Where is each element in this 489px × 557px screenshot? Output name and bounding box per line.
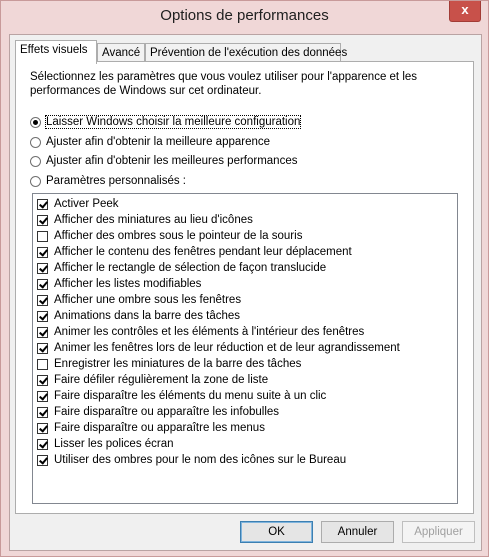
checkbox[interactable] [37, 455, 48, 466]
description-text: Sélectionnez les paramètres que vous voulez utiliser pour l'apparence et les performances de Windows sur cet ordinateur. [30, 71, 418, 97]
option-lisser-polices[interactable] [37, 436, 174, 452]
option-label: Utiliser des ombres pour le nom des icônes sur le Bureau [54, 454, 347, 466]
radio-button[interactable] [30, 176, 41, 187]
option-miniatures[interactable] [37, 212, 253, 228]
option-label: Faire défiler régulièrement la zone de liste [54, 374, 269, 386]
option-disparaitre-menu-clic[interactable] [37, 388, 326, 404]
radio-label: Ajuster afin d'obtenir la meilleure apparence [46, 136, 271, 148]
option-listes-modifiables[interactable] [37, 276, 201, 292]
checkbox[interactable] [37, 295, 48, 306]
checkbox[interactable] [37, 343, 48, 354]
tab-avance[interactable]: Avancé [97, 43, 145, 62]
radio-button[interactable] [30, 156, 41, 167]
dialog-body [9, 34, 482, 551]
radio-button[interactable] [30, 117, 41, 128]
radio-let-windows-choose[interactable] [30, 114, 300, 130]
checkbox[interactable] [37, 327, 48, 338]
window-title: Options de performances [160, 7, 329, 24]
option-label: Enregistrer les miniatures de la barre des tâches [54, 358, 302, 370]
option-ombres-pointeur[interactable] [37, 228, 302, 244]
checkbox[interactable] [37, 199, 48, 210]
ok-button[interactable]: OK [240, 521, 313, 543]
checkbox[interactable] [37, 423, 48, 434]
checkbox[interactable] [37, 439, 48, 450]
tab-prevention-execution[interactable]: Prévention de l'exécution des données [145, 43, 341, 62]
option-animations-barre-taches[interactable] [37, 308, 240, 324]
option-contenu-deplacement[interactable] [37, 244, 352, 260]
option-label: Faire disparaître les éléments du menu suite à un clic [54, 390, 327, 402]
option-animer-fenetres[interactable] [37, 340, 400, 356]
visual-effects-list[interactable] [32, 193, 458, 504]
checkbox[interactable] [37, 391, 48, 402]
title-bar[interactable] [1, 1, 488, 34]
option-label: Lisser les polices écran [54, 438, 174, 450]
apply-button[interactable]: Appliquer [402, 521, 475, 543]
radio-custom-settings[interactable] [30, 173, 186, 189]
option-label: Afficher le rectangle de sélection de façon translucide [54, 262, 327, 274]
option-enregistrer-miniatures[interactable] [37, 356, 301, 372]
cancel-button[interactable]: Annuler [321, 521, 394, 543]
checkbox[interactable] [37, 263, 48, 274]
option-label: Faire disparaître ou apparaître les menus [54, 422, 265, 434]
checkbox[interactable] [37, 279, 48, 290]
option-infobulles[interactable] [37, 404, 279, 420]
option-menus[interactable] [37, 420, 265, 436]
radio-label: Ajuster afin d'obtenir les meilleures performances [46, 155, 298, 167]
checkbox[interactable] [37, 247, 48, 258]
option-defiler-liste[interactable] [37, 372, 268, 388]
option-label: Activer Peek [54, 198, 119, 210]
option-label: Afficher des ombres sous le pointeur de la souris [54, 230, 303, 242]
checkbox[interactable] [37, 359, 48, 370]
option-label: Afficher les listes modifiables [54, 278, 202, 290]
tab-effets-visuels[interactable]: Effets visuels [15, 40, 97, 64]
radio-label: Laisser Windows choisir la meilleure configuration [46, 116, 301, 128]
option-ombres-icones-bureau[interactable] [37, 452, 346, 468]
radio-label: Paramètres personnalisés : [46, 175, 186, 187]
radio-best-performance[interactable] [30, 153, 297, 169]
checkbox[interactable] [37, 407, 48, 418]
option-label: Animer les contrôles et les éléments à l'intérieur des fenêtres [54, 326, 365, 338]
checkbox[interactable] [37, 215, 48, 226]
checkbox[interactable] [37, 311, 48, 322]
option-label: Afficher une ombre sous les fenêtres [54, 294, 242, 306]
option-label: Animations dans la barre des tâches [54, 310, 241, 322]
option-label: Afficher des miniatures au lieu d'icônes [54, 214, 253, 226]
radio-button[interactable] [30, 137, 41, 148]
option-rectangle-selection[interactable] [37, 260, 326, 276]
option-label: Faire disparaître ou apparaître les infobulles [54, 406, 280, 418]
option-label: Animer les fenêtres lors de leur réduction et de leur agrandissement [54, 342, 400, 354]
option-animer-controles[interactable] [37, 324, 364, 340]
checkbox[interactable] [37, 231, 48, 242]
option-ombre-fenetres[interactable] [37, 292, 241, 308]
checkbox[interactable] [37, 375, 48, 386]
option-activer-peek[interactable] [37, 196, 119, 212]
option-label: Afficher le contenu des fenêtres pendant leur déplacement [54, 246, 352, 258]
close-button[interactable]: x [449, 1, 481, 22]
radio-best-appearance[interactable] [30, 134, 270, 150]
visual-effects-panel [15, 61, 474, 514]
